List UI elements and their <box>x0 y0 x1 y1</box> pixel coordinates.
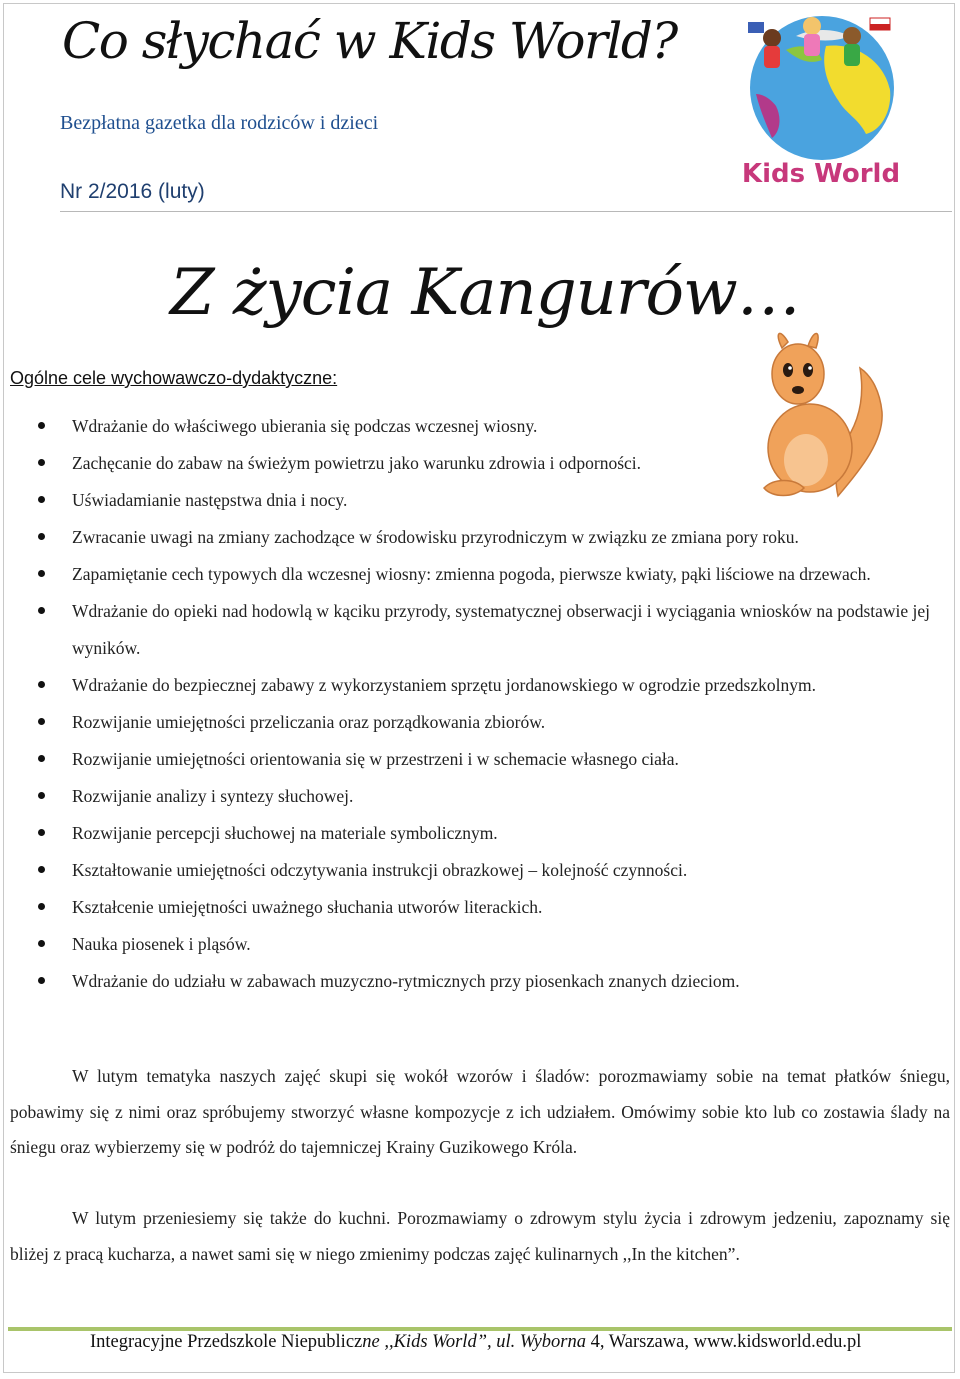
bullet-icon <box>38 866 45 873</box>
goals-heading: Ogólne cele wychowawczo-dydaktyczne: <box>10 368 338 388</box>
list-item <box>0 741 955 778</box>
logo-text: Kids World <box>742 159 900 189</box>
bullet-icon <box>38 459 45 466</box>
newsletter-title: Co słychać w Kids World? <box>62 12 677 70</box>
section-title: Z życia Kangurów… <box>170 256 800 330</box>
list-item <box>0 852 955 889</box>
goal-text: Zwracanie uwagi na zmiany zachodzące w środowisku przyrodniczym w związku ze zmiana pory roku. <box>72 527 799 547</box>
paragraph-patterns: W lutym tematyka naszych zajęć skupi się wokół wzorów i śladów: porozmawiamy sobie na temat płatków śniegu, pobawimy się z nimi oraz spróbujemy stworzyć własne kompozycje z ich udziałem. Omówimy sobie kto lub co zostawia ślady na śniegu oraz wybierzemy się w podróż do tajemniczej Krainy Guzikowego Króla. <box>10 1066 950 1157</box>
footer-address-suffix: 4, Warszawa, www.kidsworld.edu.pl <box>586 1332 862 1352</box>
goal-text: Rozwijanie percepcji słuchowej na materiale symbolicznym. <box>72 823 498 843</box>
bullet-icon <box>38 792 45 799</box>
list-item <box>0 556 955 593</box>
goal-text: Rozwijanie umiejętności przeliczania oraz porządkowania zbiorów. <box>72 712 546 732</box>
header-divider <box>60 211 952 212</box>
footer-address <box>90 1332 955 1353</box>
list-item <box>0 482 955 519</box>
footer-divider <box>8 1327 952 1331</box>
bullet-icon <box>38 940 45 947</box>
list-item <box>0 593 955 667</box>
goal-text: Wdrażanie do bezpiecznej zabawy z wykorzystaniem sprzętu jordanowskiego w ogrodzie przedszkolnym. <box>72 675 816 695</box>
goal-text: Rozwijanie analizy i syntezy słuchowej. <box>72 786 354 806</box>
goal-text: Wdrażanie do udziału w zabawach muzyczno-rytmicznych przy piosenkach znanych dzieciom. <box>72 971 740 991</box>
goal-text: Zachęcanie do zabaw na świeżym powietrzu jako warunku zdrowia i odporności. <box>72 453 642 473</box>
goal-text: Kształcenie umiejętności uważnego słuchania utworów literackich. <box>72 897 543 917</box>
bullet-icon <box>38 496 45 503</box>
goal-text: Uświadamianie następstwa dnia i nocy. <box>72 490 348 510</box>
list-item <box>0 704 955 741</box>
bullet-icon <box>38 977 45 984</box>
bullet-icon <box>38 533 45 540</box>
footer-school-name: ne ,,Kids World”, ul. Wyborna <box>362 1332 586 1352</box>
bullet-icon <box>38 903 45 910</box>
goal-text: Rozwijanie umiejętności orientowania się w przestrzeni i w schemacie własnego ciała. <box>72 749 679 769</box>
goal-text: Wdrażanie do opieki nad hodowlą w kąciku przyrody, systematycznej obserwacji i wyciągania wniosków na podstawie jej wyników. <box>72 601 931 658</box>
newsletter-subtitle: Bezpłatna gazetka dla rodziców i dzieci <box>60 112 379 134</box>
goal-text: Nauka piosenek i pląsów. <box>72 934 251 954</box>
goal-text: Zapamiętanie cech typowych dla wczesnej wiosny: zmienna pogoda, pierwsze kwiaty, pąki liściowe na drzewach. <box>72 564 871 584</box>
list-item <box>0 926 955 963</box>
list-item <box>0 963 955 1000</box>
bullet-icon <box>38 755 45 762</box>
goal-text: Kształtowanie umiejętności odczytywania instrukcji obrazkowej – kolejność czynności. <box>72 860 688 880</box>
bullet-icon <box>38 570 45 577</box>
list-item <box>0 519 955 556</box>
goal-text: Wdrażanie do właściwego ubierania się podczas wczesnej wiosny. <box>72 416 538 436</box>
paragraph-kitchen: W lutym przeniesiemy się także do kuchni. Porozmawiamy o zdrowym stylu życia i zdrowym jedzeniu, zapoznamy się bliżej z pracą kucharza, a nawet sami się w niego zmienimy podczas zajęć kulinarnych ,,In the kitchen”. <box>10 1208 950 1264</box>
bullet-icon <box>38 422 45 429</box>
bullet-icon <box>38 718 45 725</box>
bullet-icon <box>38 681 45 688</box>
list-item <box>0 778 955 815</box>
footer-prefix: Integracyjne Przedszkole Niepublicz <box>90 1332 363 1352</box>
list-item <box>0 667 955 704</box>
goals-list <box>0 408 955 1000</box>
list-item <box>0 408 955 445</box>
issue-number: Nr 2/2016 (luty) <box>60 180 205 203</box>
bullet-icon <box>38 829 45 836</box>
list-item <box>0 815 955 852</box>
globe-kids-logo-icon <box>742 6 900 198</box>
list-item <box>0 445 955 482</box>
bullet-icon <box>38 607 45 614</box>
list-item <box>0 889 955 926</box>
